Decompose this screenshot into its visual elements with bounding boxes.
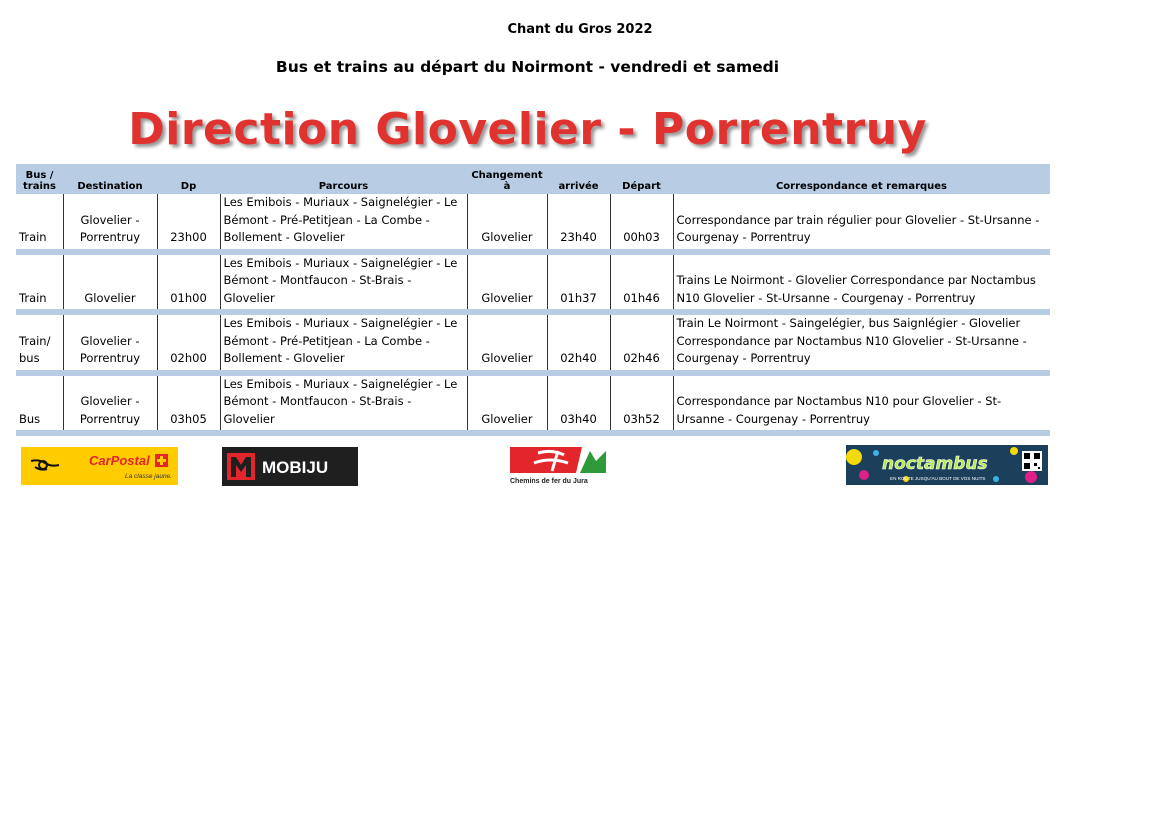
col-header-remarques: Correspondance et remarques	[673, 164, 1050, 194]
cell-destination: Glovelier - Porrentruy	[63, 376, 157, 431]
cell-destination: Glovelier - Porrentruy	[63, 315, 157, 370]
col-header-dp: Dp	[157, 164, 220, 194]
cj-wordmark: Chemins de fer du Jura	[510, 478, 588, 485]
cell-remarques: Correspondance par train régulier pour Glovelier - St-Ursanne - Courgenay - Porrentruy	[673, 194, 1050, 249]
table-row	[16, 255, 1050, 310]
cell-arrivee: 23h40	[547, 194, 610, 249]
cell-depart: 01h46	[610, 255, 673, 310]
row-separator	[16, 430, 1050, 436]
cell-remarques: Train Le Noirmont - Saingelégier, bus Saignlégier - Glovelier Correspondance par Noctambus N10 Glovelier - St-Ursanne - Courgenay - Porrentruy	[673, 315, 1050, 370]
carpostal-tagline: La classe jaune.	[125, 473, 172, 480]
event-title: Chant du Gros 2022	[507, 22, 653, 37]
cell-parcours: Les Emibois - Muriaux - Saignelégier - Le Bémont - Montfaucon - St-Brais - Glovelier	[220, 376, 467, 431]
logo-strip	[0, 445, 1160, 489]
noctambus-mark-icon	[846, 445, 1048, 485]
cell-changement: Glovelier	[467, 376, 547, 431]
col-header-depart: Départ	[610, 164, 673, 194]
cj-logo	[508, 445, 608, 487]
noctambus-wordmark: noctambus	[882, 454, 988, 474]
cell-type: Train	[19, 290, 47, 305]
cell-destination: Glovelier - Porrentruy	[63, 194, 157, 249]
noctambus-logo	[846, 445, 1048, 485]
mobiju-logo	[222, 447, 358, 486]
cell-dp: 23h00	[157, 194, 220, 249]
cell-arrivee: 01h37	[547, 255, 610, 310]
cell-parcours: Les Emibois - Muriaux - Saignelégier - Le Bémont - Montfaucon - St-Brais - Glovelier	[220, 255, 467, 310]
cell-changement: Glovelier	[467, 255, 547, 310]
cell-dp: 03h05	[157, 376, 220, 431]
cell-depart: 02h46	[610, 315, 673, 370]
cell-dp: 02h00	[157, 315, 220, 370]
cell-changement: Glovelier	[467, 194, 547, 249]
cell-arrivee: 02h40	[547, 315, 610, 370]
cell-type: Train/ bus	[19, 333, 51, 365]
col-header-parcours: Parcours	[220, 164, 467, 194]
table-row	[16, 376, 1050, 431]
cell-dp: 01h00	[157, 255, 220, 310]
cj-mark-icon	[508, 445, 608, 487]
mobiju-mark-icon	[222, 447, 358, 486]
col-header-destination: Destination	[63, 164, 157, 194]
cell-parcours: Les Emibois - Muriaux - Saignelégier - Le Bémont - Pré-Petitjean - La Combe - Bollement - Glovelier	[220, 315, 467, 370]
noctambus-tagline: EN ROUTE JUSQU'AU BOUT DE VOS NUITS	[890, 476, 986, 481]
cell-depart: 00h03	[610, 194, 673, 249]
cell-type: Bus	[19, 411, 41, 426]
carpostal-wordmark: CarPostal	[89, 453, 150, 468]
mobiju-wordmark: MOBIJU	[262, 458, 329, 477]
cell-arrivee: 03h40	[547, 376, 610, 431]
cell-type: Train	[19, 230, 47, 244]
cell-destination: Glovelier	[63, 255, 157, 310]
cell-remarques: Correspondance par Noctambus N10 pour Glovelier - St-Ursanne - Courgenay - Porrentruy	[673, 376, 1050, 431]
direction-title: Direction Glovelier - Porrentruy	[128, 104, 927, 155]
cell-remarques: Trains Le Noirmont - Glovelier Correspondance par Noctambus N10 Glovelier - St-Ursanne - Courgenay - Porrentruy	[673, 255, 1050, 310]
table-row	[16, 194, 1050, 249]
col-header-type: Bus / trains	[16, 164, 63, 194]
timetable	[16, 164, 1050, 436]
cell-parcours: Les Emibois - Muriaux - Saignelégier - Le Bémont - Pré-Petitjean - La Combe - Bollement - Glovelier	[220, 194, 467, 249]
post-horn-icon	[21, 447, 178, 485]
table-header-row	[16, 164, 1050, 194]
col-header-arrivee: arrivée	[547, 164, 610, 194]
col-header-changement: Changement à	[467, 164, 547, 194]
cell-changement: Glovelier	[467, 315, 547, 370]
cell-depart: 03h52	[610, 376, 673, 431]
subtitle: Bus et trains au départ du Noirmont - vendredi et samedi	[275, 58, 780, 76]
table-row	[16, 315, 1050, 370]
carpostal-logo	[21, 447, 178, 485]
